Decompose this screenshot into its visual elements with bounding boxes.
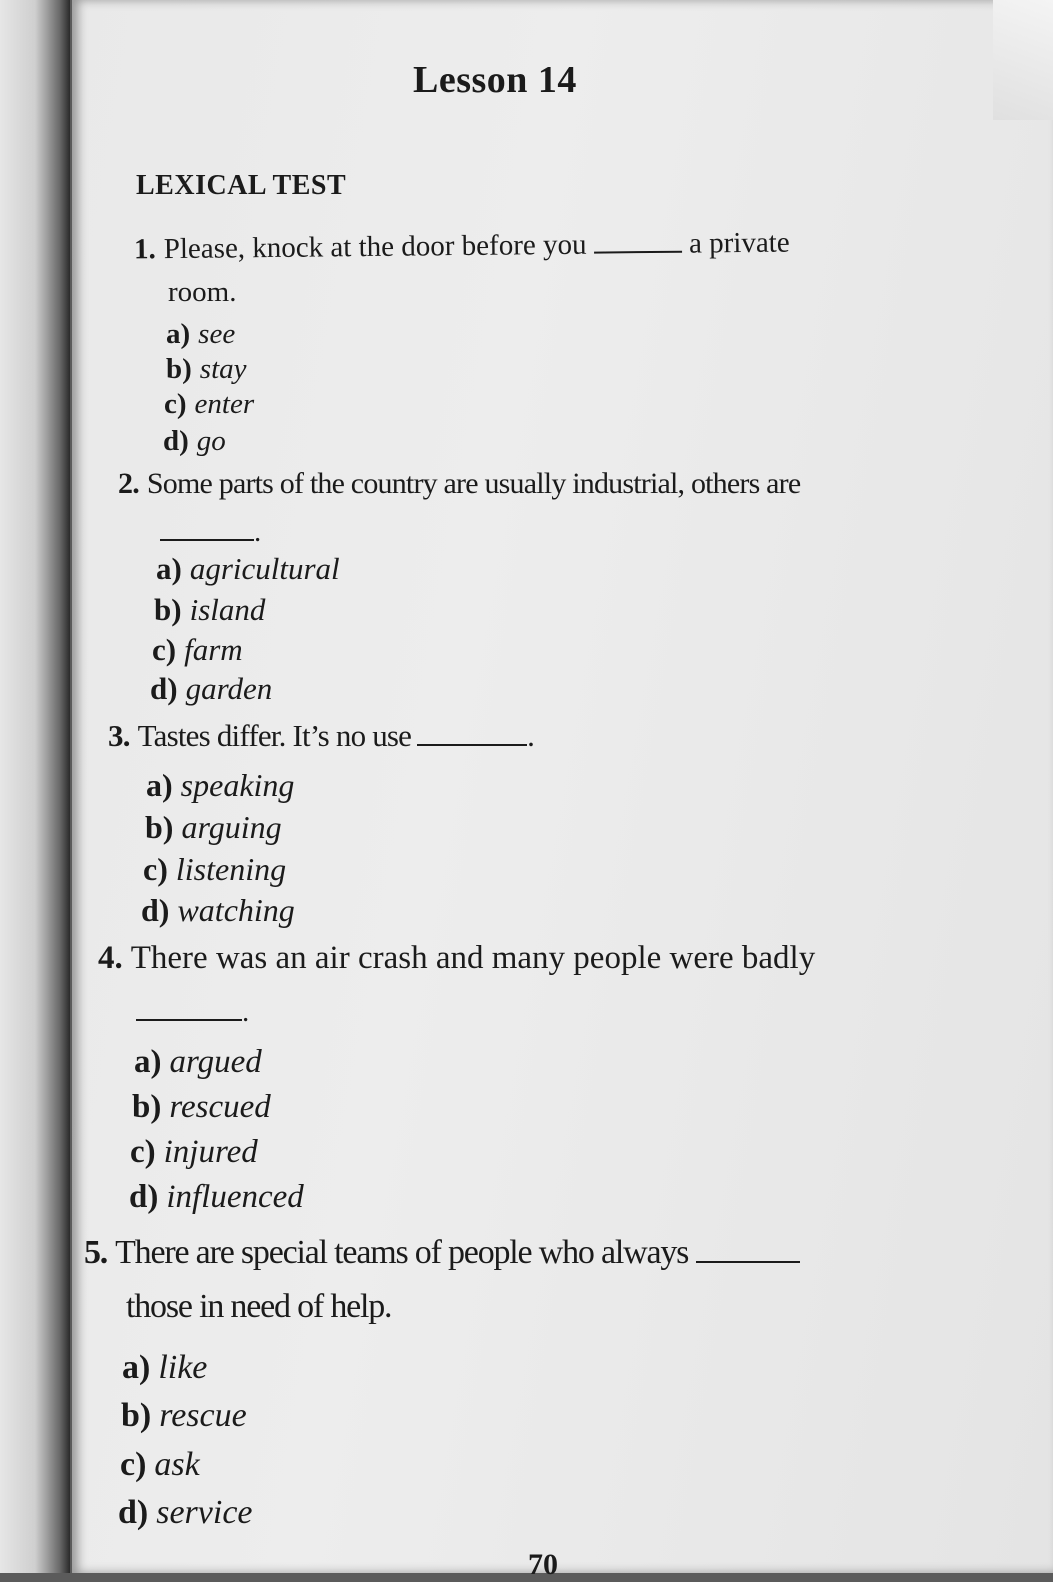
option-b: b) stay xyxy=(166,353,247,385)
question-number: 2. xyxy=(118,467,139,500)
question-1-line-2 xyxy=(168,278,236,307)
answer-blank xyxy=(136,1018,242,1021)
question-text-continued: . xyxy=(242,996,250,1028)
question-text: Please, knock at the door before you xyxy=(163,228,587,266)
option-c: c) injured xyxy=(130,1134,258,1170)
option-a: a) speaking xyxy=(146,767,295,803)
question-5-line-2 xyxy=(126,1290,391,1324)
question-number: 5. xyxy=(84,1234,108,1271)
question-text: There was an air crash and many people were badly xyxy=(130,940,816,976)
answer-blank xyxy=(417,743,527,746)
question-1-line-1 xyxy=(133,226,790,266)
option-d: d) influenced xyxy=(129,1179,304,1215)
question-2-line-2 xyxy=(160,518,261,547)
option-a: a) argued xyxy=(134,1044,262,1080)
answer-blank xyxy=(696,1260,800,1263)
option-c: c) enter xyxy=(164,388,255,420)
question-number: 4. xyxy=(98,940,123,976)
page-number: 70 xyxy=(528,1548,558,1581)
question-text: Some parts of the country are usually industrial, others are xyxy=(146,467,801,500)
option-b: b) island xyxy=(154,592,266,627)
option-d: d) go xyxy=(163,425,226,457)
question-text-continued: . xyxy=(254,516,262,548)
question-text-continued: those in need of help. xyxy=(126,1288,392,1325)
option-a: a) see xyxy=(166,318,236,350)
question-4-line-1 xyxy=(98,942,815,975)
option-d: d) watching xyxy=(141,892,295,928)
option-b: b) rescue xyxy=(121,1397,247,1434)
question-text-after: a private xyxy=(688,226,790,260)
question-number: 1. xyxy=(133,233,156,266)
answer-blank xyxy=(160,538,254,541)
lesson-title: Lesson 14 xyxy=(413,59,577,101)
question-2-line-1 xyxy=(118,469,800,499)
question-text: Tastes differ. It’s no use xyxy=(137,718,412,753)
question-text-continued: room. xyxy=(168,276,237,308)
option-a: a) like xyxy=(122,1349,208,1386)
option-c: c) listening xyxy=(143,851,287,887)
question-5-line-1 xyxy=(84,1236,800,1270)
question-4-line-2 xyxy=(136,998,249,1027)
question-text: There are special teams of people who always xyxy=(115,1234,689,1271)
section-title: LEXICAL TEST xyxy=(136,170,347,201)
option-c: c) farm xyxy=(152,632,243,667)
question-text-after: . xyxy=(527,718,535,753)
option-c: c) ask xyxy=(120,1446,200,1483)
answer-blank xyxy=(594,250,682,254)
question-3-line-1 xyxy=(108,720,534,751)
option-d: d) garden xyxy=(150,671,273,706)
option-d: d) service xyxy=(118,1494,253,1531)
option-a: a) agricultural xyxy=(156,551,340,586)
option-b: b) rescued xyxy=(132,1089,271,1125)
option-b: b) arguing xyxy=(145,809,282,845)
page-corner xyxy=(993,0,1053,120)
question-number: 3. xyxy=(108,718,130,753)
book-spine-shadow xyxy=(0,0,70,1573)
